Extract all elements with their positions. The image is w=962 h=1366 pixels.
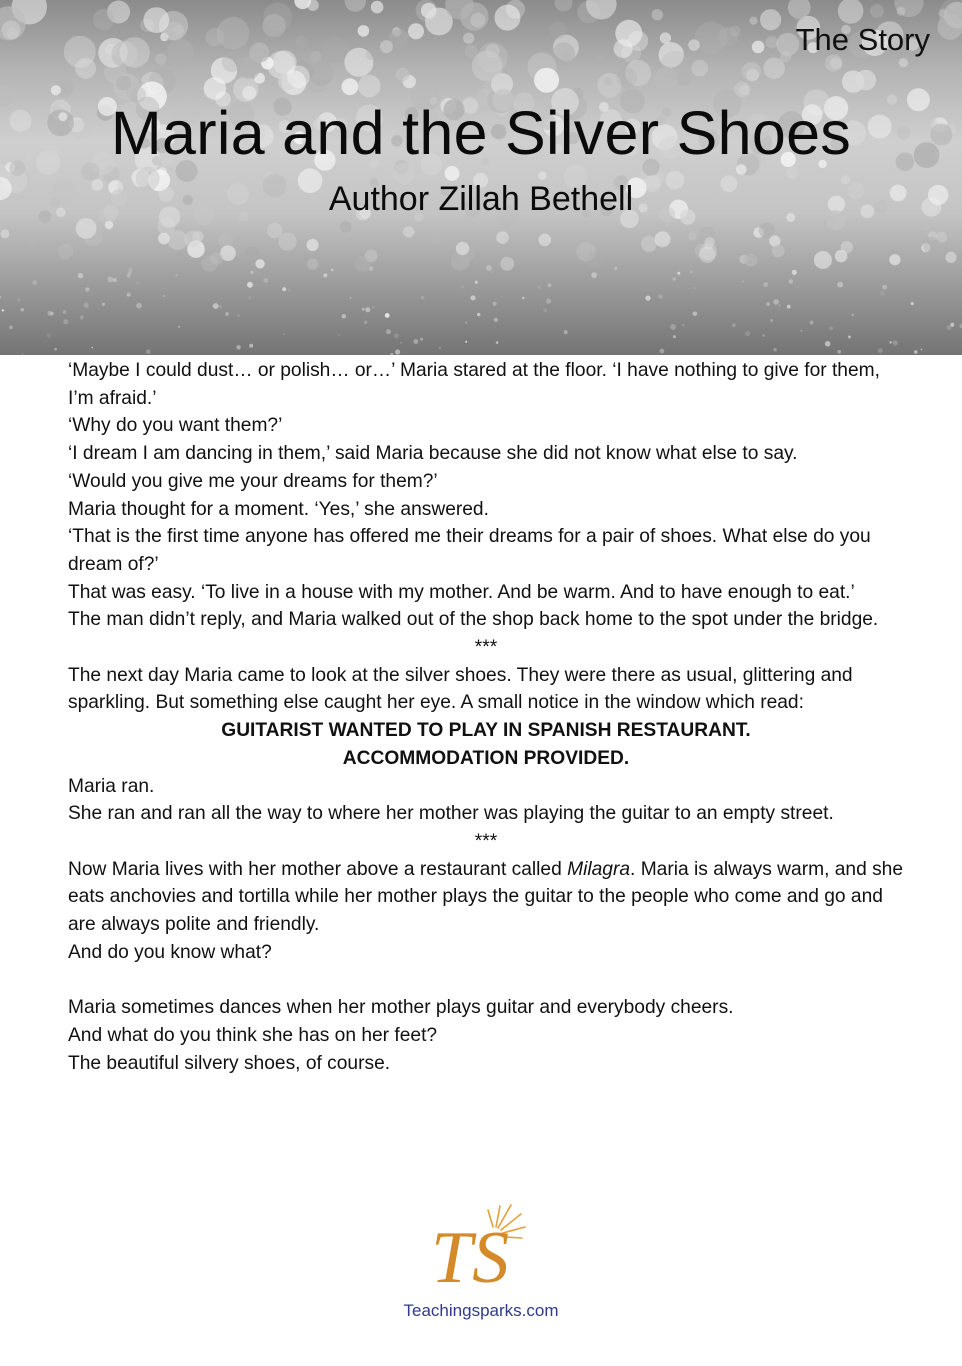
glitter-sparkle xyxy=(116,75,131,90)
glitter-sparkle xyxy=(705,237,715,247)
glitter-sparkle xyxy=(789,279,793,283)
glitter-sparkle xyxy=(837,350,841,354)
glitter-sparkle xyxy=(136,282,139,285)
glitter-sparkle xyxy=(342,314,347,319)
glitter-sparkle xyxy=(677,272,680,275)
glitter-sparkle xyxy=(120,37,150,67)
glitter-sparkle xyxy=(309,61,334,86)
glitter-sparkle xyxy=(76,218,97,239)
glitter-sparkle xyxy=(464,45,477,58)
glitter-sparkle xyxy=(267,223,283,239)
glitter-sparkle xyxy=(787,305,791,309)
glitter-sparkle xyxy=(800,330,802,332)
glitter-sparkle xyxy=(385,313,390,318)
glitter-sparkle xyxy=(690,270,693,273)
story-line: Maria sometimes dances when her mother plays guitar and everybody cheers. xyxy=(68,997,734,1019)
glitter-sparkle xyxy=(21,308,24,311)
glitter-sparkle xyxy=(658,294,663,299)
glitter-sparkle xyxy=(673,277,676,280)
glitter-sparkle xyxy=(213,303,219,309)
glitter-sparkle xyxy=(176,274,178,276)
glitter-sparkle xyxy=(744,254,757,267)
story-text-span: Now Maria lives with her mother above a restaurant called xyxy=(68,858,568,880)
glitter-sparkle xyxy=(439,347,441,349)
story-line: That was easy. ‘To live in a house with my mother. And be warm. And to have enough to eat.’ xyxy=(68,581,855,603)
glitter-sparkle xyxy=(395,349,400,354)
glitter-sparkle xyxy=(878,348,883,353)
glitter-sparkle xyxy=(478,42,508,72)
glitter-sparkle xyxy=(127,293,131,297)
glitter-sparkle xyxy=(102,303,105,306)
glitter-sparkle xyxy=(362,308,365,311)
glitter-sparkle xyxy=(159,11,188,40)
story-paragraph: The next day Maria came to look at the silver shoes. They were there as usual, glittering and sparkling. But something else caught her eye. A small notice in the window which read: xyxy=(68,664,853,714)
glitter-sparkle xyxy=(792,270,797,275)
glitter-sparkle xyxy=(47,333,51,337)
glitter-sparkle xyxy=(237,314,240,317)
glitter-sparkle xyxy=(365,307,370,312)
glitter-sparkle xyxy=(249,43,269,63)
glitter-sparkle xyxy=(421,296,425,300)
glitter-sparkle xyxy=(380,40,393,53)
glitter-sparkle xyxy=(564,330,568,334)
glitter-sparkle xyxy=(307,239,319,251)
glitter-sparkle xyxy=(456,242,469,255)
glitter-sparkle xyxy=(146,349,150,353)
story-paragraph xyxy=(68,856,904,939)
glitter-sparkle xyxy=(837,282,843,288)
glitter-sparkle xyxy=(282,287,286,291)
glitter-sparkle xyxy=(614,267,617,270)
glitter-sparkle xyxy=(538,286,541,289)
glitter-sparkle xyxy=(421,3,436,18)
glitter-sparkle xyxy=(50,312,54,316)
glitter-sparkle xyxy=(652,9,663,20)
glitter-sparkle xyxy=(78,273,84,279)
story-line: ‘That is the first time anyone has offered me their dreams for a pair of shoes. What else do you dream of?’ xyxy=(68,526,871,575)
glitter-sparkle xyxy=(843,60,852,69)
notice-line: ACCOMMODATION PROVIDED. xyxy=(342,747,630,769)
glitter-sparkle xyxy=(825,341,831,347)
glitter-sparkle xyxy=(766,302,770,306)
glitter-sparkle xyxy=(394,333,399,338)
glitter-sparkle xyxy=(539,234,552,247)
glitter-sparkle xyxy=(371,1,384,14)
glitter-sparkle xyxy=(257,271,262,276)
scene-separator: *** xyxy=(474,830,498,852)
glitter-sparkle xyxy=(167,39,194,66)
glitter-sparkle xyxy=(745,331,750,336)
glitter-sparkle xyxy=(307,259,318,270)
glitter-sparkle xyxy=(695,21,728,54)
story-title: Maria and the Silver Shoes xyxy=(110,99,852,167)
glitter-sparkle xyxy=(136,303,142,309)
glitter-sparkle xyxy=(548,283,552,287)
glitter-sparkle xyxy=(386,329,391,334)
glitter-sparkle xyxy=(93,9,114,30)
glitter-sparkle xyxy=(552,42,575,65)
glitter-sparkle xyxy=(742,281,744,283)
glitter-sparkle xyxy=(922,220,933,231)
glitter-sparkle xyxy=(852,314,854,316)
glitter-sparkle xyxy=(163,295,165,297)
glitter-sparkle xyxy=(496,341,499,344)
teachingsparks-logo xyxy=(421,1200,541,1292)
glitter-sparkle xyxy=(688,39,700,51)
glitter-sparkle xyxy=(178,326,180,328)
glitter-sparkle xyxy=(342,78,359,95)
glitter-sparkle xyxy=(486,265,492,271)
glitter-sparkle xyxy=(493,302,497,306)
glitter-sparkle xyxy=(694,287,696,289)
glitter-sparkle xyxy=(58,244,73,259)
glitter-sparkle xyxy=(2,309,4,311)
glitter-sparkle xyxy=(236,345,240,349)
glitter-sparkle xyxy=(596,54,604,62)
glitter-sparkle xyxy=(250,271,253,274)
glitter-sparkle xyxy=(295,36,308,49)
glitter-sparkle xyxy=(766,36,778,48)
glitter-sparkle xyxy=(682,324,684,326)
glitter-sparkle xyxy=(414,339,419,344)
glitter-sparkle xyxy=(463,33,474,44)
glitter-sparkle xyxy=(830,57,842,69)
glitter-sparkle xyxy=(793,7,806,20)
glitter-sparkle xyxy=(358,75,381,98)
glitter-sparkle xyxy=(288,289,290,291)
glitter-sparkle xyxy=(218,305,222,309)
glitter-sparkle xyxy=(322,36,349,63)
sparkle-logo-icon xyxy=(421,1200,541,1292)
restaurant-name: Milagra xyxy=(567,858,631,880)
glitter-sparkle xyxy=(127,274,131,278)
glitter-sparkle xyxy=(759,222,775,238)
glitter-sparkle xyxy=(287,66,310,89)
glitter-sparkle xyxy=(358,25,370,37)
glitter-sparkle xyxy=(534,68,559,93)
glitter-sparkle xyxy=(225,312,229,316)
glitter-sparkle xyxy=(22,354,24,355)
story-line: ‘I dream I am dancing in them,’ said Maria because she did not know what else to say. xyxy=(68,443,798,465)
glitter-sparkle xyxy=(278,233,296,251)
glitter-sparkle xyxy=(752,41,765,54)
glitter-sparkle xyxy=(54,348,57,351)
story-line: And do you know what? xyxy=(68,941,272,963)
glitter-sparkle xyxy=(763,57,785,79)
glitter-sparkle xyxy=(491,270,495,274)
glitter-header-banner xyxy=(0,0,962,355)
glitter-sparkle xyxy=(730,26,741,37)
glitter-sparkle xyxy=(950,323,954,327)
glitter-sparkle xyxy=(249,296,252,299)
glitter-sparkle xyxy=(749,17,757,25)
glitter-sparkle xyxy=(734,82,750,98)
glitter-sparkle xyxy=(591,272,597,278)
glitter-sparkle xyxy=(829,326,833,330)
glitter-sparkle xyxy=(75,58,96,79)
glitter-sparkle xyxy=(345,0,366,12)
section-tag: The Story xyxy=(795,22,930,57)
glitter-sparkle xyxy=(914,350,917,353)
glitter-sparkle xyxy=(420,338,423,341)
glitter-sparkle xyxy=(432,233,443,244)
glitter-sparkle xyxy=(84,303,89,308)
glitter-sparkle xyxy=(660,349,665,354)
glitter-sparkle xyxy=(673,335,676,338)
glitter-sparkle xyxy=(746,69,759,82)
glitter-sparkle xyxy=(543,308,547,312)
glitter-sparkle xyxy=(495,5,521,31)
glitter-sparkle xyxy=(263,14,286,37)
glitter-sparkle xyxy=(670,324,676,330)
website-link[interactable]: Teachingsparks.com xyxy=(403,1301,559,1320)
glitter-sparkle xyxy=(945,252,956,263)
glitter-sparkle xyxy=(477,313,480,316)
story-line: And what do you think she has on her feet? xyxy=(68,1024,438,1046)
glitter-sparkle xyxy=(645,296,650,301)
glitter-sparkle xyxy=(218,233,233,248)
glitter-sparkle xyxy=(732,323,736,327)
glitter-sparkle xyxy=(762,334,765,337)
glitter-sparkle xyxy=(882,285,887,290)
story-line: ‘Maybe I could dust… or polish… or…’ Maria stared at the floor. ‘I have nothing to give for them, I’m afraid.’ xyxy=(68,360,880,409)
glitter-sparkle xyxy=(255,259,264,268)
notice-line: GUITARIST WANTED TO PLAY IN SPANISH RESTAURANT. xyxy=(221,720,751,742)
glitter-sparkle xyxy=(9,326,13,330)
glitter-sparkle xyxy=(210,252,223,265)
glitter-sparkle xyxy=(91,347,93,349)
glitter-sparkle xyxy=(364,321,367,324)
glitter-sparkle xyxy=(699,246,716,263)
glitter-sparkle xyxy=(911,302,914,305)
glitter-sparkle xyxy=(475,281,478,284)
glitter-sparkle xyxy=(470,295,475,300)
glitter-sparkle xyxy=(947,325,952,330)
story-line: The man didn’t reply, and Maria walked out of the shop back home to the spot under the bridge. xyxy=(68,609,879,631)
glitter-sparkle xyxy=(264,278,269,283)
story-text xyxy=(68,357,904,1077)
glitter-sparkle xyxy=(245,247,258,260)
glitter-sparkle xyxy=(249,344,253,348)
glitter-sparkle xyxy=(870,4,884,18)
glitter-sparkle xyxy=(546,299,551,304)
glitter-sparkle xyxy=(763,282,768,287)
glitter-sparkle xyxy=(63,319,68,324)
glitter-sparkle xyxy=(17,298,20,301)
glitter-sparkle xyxy=(691,60,708,77)
glitter-sparkle xyxy=(778,304,781,307)
glitter-sparkle xyxy=(538,171,546,179)
glitter-sparkle xyxy=(921,349,923,351)
glitter-sparkle xyxy=(889,254,900,265)
glitter-sparkle xyxy=(772,245,785,258)
glitter-sparkle xyxy=(587,251,603,267)
glitter-sparkle xyxy=(85,287,89,291)
glitter-sparkle xyxy=(155,53,167,65)
glitter-sparkle xyxy=(500,257,514,271)
glitter-sparkle xyxy=(184,231,200,247)
story-line: Maria thought for a moment. ‘Yes,’ she answered. xyxy=(68,498,489,520)
logo-letters: TS xyxy=(431,1217,510,1292)
glitter-sparkle xyxy=(773,299,779,305)
glitter-sparkle xyxy=(323,273,327,277)
glitter-sparkle xyxy=(340,221,352,233)
glitter-sparkle xyxy=(445,166,460,181)
glitter-sparkle xyxy=(107,277,113,283)
blank-line xyxy=(68,966,904,994)
glitter-sparkle xyxy=(105,221,113,229)
glitter-sparkle xyxy=(923,237,940,254)
glitter-sparkle xyxy=(396,68,410,82)
glitter-sparkle xyxy=(222,52,242,72)
story-text-span: . Maria is always warm, and she eats anchovies and tortilla while her mother plays the guitar to the people who come and go and are always polite and friendly. xyxy=(68,858,904,936)
glitter-sparkle xyxy=(838,0,864,24)
glitter-sparkle xyxy=(880,291,884,295)
glitter-sparkle xyxy=(688,233,696,241)
glitter-sparkle xyxy=(355,256,371,272)
glitter-sparkle xyxy=(0,229,9,238)
glitter-sparkle xyxy=(893,340,898,345)
glitter-sparkle xyxy=(660,32,671,43)
glitter-sparkle xyxy=(247,282,253,288)
story-author: Author Zillah Bethell xyxy=(328,180,634,218)
glitter-sparkle xyxy=(773,348,776,351)
glitter-sparkle xyxy=(400,342,402,344)
glitter-sparkle xyxy=(496,231,509,244)
story-line: She ran and ran all the way to where her mother was playing the guitar to an empty street. xyxy=(68,803,834,825)
glitter-sparkle xyxy=(338,334,340,336)
glitter-sparkle xyxy=(641,236,657,252)
glitter-sparkle xyxy=(465,341,467,343)
glitter-sparkle xyxy=(217,17,250,50)
glitter-sparkle xyxy=(841,241,853,253)
glitter-sparkle xyxy=(80,315,84,319)
glitter-sparkle xyxy=(408,23,424,39)
glitter-sparkle xyxy=(693,312,698,317)
glitter-sparkle xyxy=(615,20,642,47)
story-line: Maria ran. xyxy=(68,775,155,797)
glitter-sparkle xyxy=(855,70,876,91)
story-line: ‘Would you give me your dreams for them?’ xyxy=(68,470,438,492)
story-line: ‘Why do you want them?’ xyxy=(68,415,283,437)
glitter-sparkle xyxy=(403,226,414,237)
glitter-sparkle xyxy=(461,285,464,288)
glitter-sparkle xyxy=(391,353,394,355)
glitter-sparkle xyxy=(555,0,573,12)
scene-separator: *** xyxy=(474,637,498,659)
glitter-sparkle xyxy=(113,278,117,282)
glitter-sparkle xyxy=(814,251,832,269)
glitter-sparkle xyxy=(310,51,322,63)
glitter-sparkle xyxy=(899,58,908,67)
glitter-sparkle xyxy=(51,85,61,95)
glitter-sparkle xyxy=(331,269,334,272)
glitter-sparkle xyxy=(760,9,781,30)
glitter-sparkle xyxy=(350,297,352,299)
glitter-sparkle xyxy=(63,310,66,313)
glitter-sparkle xyxy=(13,228,21,236)
glitter-sparkle xyxy=(494,318,498,322)
glitter-sparkle xyxy=(32,280,37,285)
glitter-sparkle xyxy=(770,319,773,322)
glitter-sparkle xyxy=(366,49,378,61)
glitter-sparkle xyxy=(616,68,637,89)
glitter-sparkle xyxy=(25,235,37,247)
glitter-sparkle xyxy=(787,167,799,179)
glitter-sparkle xyxy=(549,22,567,40)
glitter-sparkle xyxy=(810,321,814,325)
glitter-sparkle xyxy=(0,296,2,298)
glitter-sparkle xyxy=(283,333,285,335)
glitter-sparkle xyxy=(372,306,376,310)
glitter-sparkle xyxy=(465,321,467,323)
glitter-sparkle xyxy=(889,341,892,344)
glitter-sparkle xyxy=(848,336,851,339)
glitter-sparkle xyxy=(604,78,612,86)
glitter-sparkle xyxy=(522,297,525,300)
glitter-sparkle xyxy=(655,231,671,247)
glitter-sparkle xyxy=(677,72,691,86)
story-line: The beautiful silvery shoes, of course. xyxy=(68,1052,391,1074)
